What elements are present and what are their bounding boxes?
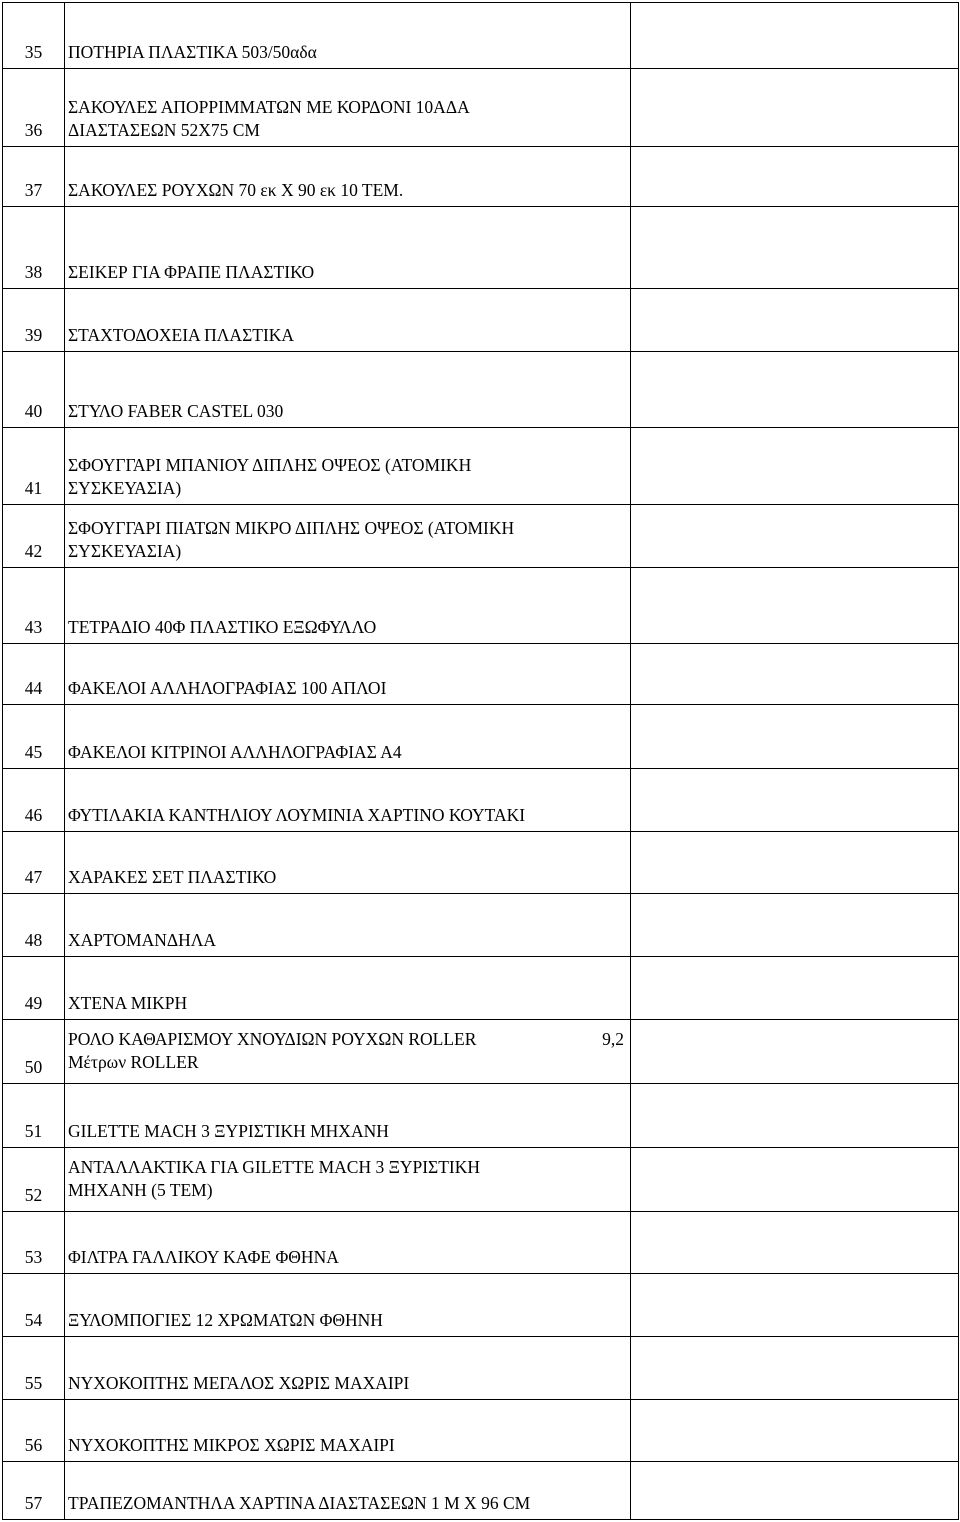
item-number: 46 [3,769,65,832]
table-row [3,1274,959,1337]
table-row [3,147,959,207]
empty-cell [631,894,959,957]
empty-cell [631,3,959,69]
item-number: 57 [3,1462,65,1520]
empty-cell [631,207,959,289]
item-number: 47 [3,832,65,894]
empty-cell [631,957,959,1020]
item-description: ΣΤΑΧΤΟΔΟΧΕΙΑ ΠΛΑΣΤΙΚΑ [65,289,631,352]
item-description: ΣΑΚΟΥΛΕΣ ΑΠΟΡΡΙΜΜΑΤΩΝ ΜΕ ΚΟΡΔΟΝΙ 10ΑΔΑ ΔΙΑΣΤΑΣΕΩΝ 52Χ75 CM [65,69,631,147]
item-description: ΦΑΚΕΛΟΙ ΚΙΤΡΙΝΟΙ ΑΛΛΗΛΟΓΡΑΦΙΑΣ Α4 [65,705,631,769]
item-number: 51 [3,1084,65,1148]
item-number: 45 [3,705,65,769]
item-number: 37 [3,147,65,207]
table-row [3,505,959,568]
item-description: ΦΥΤΙΛΑΚΙΑ ΚΑΝΤΗΛΙΟΥ ΛΟΥΜΙΝΙΑ ΧΑΡΤΙΝΟ ΚΟΥΤΑΚΙ [65,769,631,832]
item-number: 35 [3,3,65,69]
item-number: 40 [3,352,65,428]
item-description: ΦΙΛΤΡΑ ΓΑΛΛΙΚΟΥ ΚΑΦΕ ΦΘΗΝΑ [65,1212,631,1274]
item-number: 49 [3,957,65,1020]
table-row [3,352,959,428]
empty-cell [631,352,959,428]
item-description: ΣΕΙΚΕΡ ΓΙΑ ΦΡΑΠΕ ΠΛΑΣΤΙΚΟ [65,207,631,289]
empty-cell [631,428,959,505]
table-row [3,1400,959,1462]
empty-cell [631,1274,959,1337]
item-number: 44 [3,644,65,705]
empty-cell [631,568,959,644]
item-description: ΑΝΤΑΛΛΑΚΤΙΚΑ ΓΙΑ GILETTE MACH 3 ΞΥΡΙΣΤΙΚΗ ΜΗΧΑΝΗ (5 ΤΕΜ) [65,1148,631,1212]
item-description: ΤΕΤΡΑΔΙΟ 40Φ ΠΛΑΣΤΙΚΟ ΕΞΩΦΥΛΛΟ [65,568,631,644]
table-row [3,832,959,894]
empty-cell [631,769,959,832]
items-table-body [3,3,959,1520]
item-description: ΣΦΟΥΓΓΑΡΙ ΜΠΑΝΙΟΥ ΔΙΠΛΗΣ ΟΨΕΟΣ (ΑΤΟΜΙΚΗ ΣΥΣΚΕΥΑΣΙΑ) [65,428,631,505]
empty-cell [631,705,959,769]
item-number: 48 [3,894,65,957]
table-row [3,705,959,769]
empty-cell [631,1462,959,1520]
table-row [3,957,959,1020]
item-description: ΠΟΤΗΡΙΑ ΠΛΑΣΤΙΚΑ 503/50αδα [65,3,631,69]
item-description: GILETTE MACH 3 ΞΥΡΙΣΤΙΚΗ ΜΗΧΑΝΗ [65,1084,631,1148]
item-number: 50 [3,1020,65,1084]
empty-cell [631,147,959,207]
table-row [3,1212,959,1274]
table-row [3,3,959,69]
item-description: ΞΥΛΟΜΠΟΓΙΕΣ 12 ΧΡΩΜΑΤΩΝ ΦΘΗΝΗ [65,1274,631,1337]
item-description: ΣΤΥΛΟ FABER CASTEL 030 [65,352,631,428]
empty-cell [631,505,959,568]
table-row [3,69,959,147]
empty-cell [631,69,959,147]
item-number: 38 [3,207,65,289]
items-table [2,2,959,1520]
item-description: ΦΑΚΕΛΟΙ ΑΛΛΗΛΟΓΡΑΦΙΑΣ 100 ΑΠΛΟΙ [65,644,631,705]
table-row [3,289,959,352]
item-number: 55 [3,1337,65,1400]
item-number: 43 [3,568,65,644]
table-row [3,428,959,505]
table-row [3,568,959,644]
empty-cell [631,1148,959,1212]
empty-cell [631,1337,959,1400]
item-number: 36 [3,69,65,147]
item-number: 41 [3,428,65,505]
item-number: 54 [3,1274,65,1337]
item-number: 53 [3,1212,65,1274]
item-number: 56 [3,1400,65,1462]
table-row [3,207,959,289]
table-row [3,1084,959,1148]
table-row [3,1148,959,1212]
empty-cell [631,1212,959,1274]
empty-cell [631,289,959,352]
empty-cell [631,1020,959,1084]
item-number: 39 [3,289,65,352]
table-row [3,769,959,832]
item-description: ΧΑΡΑΚΕΣ ΣΕΤ ΠΛΑΣΤΙΚΟ [65,832,631,894]
item-description: ΝΥΧΟΚΟΠΤΗΣ ΜΙΚΡΟΣ ΧΩΡΙΣ ΜΑΧΑΙΡΙ [65,1400,631,1462]
empty-cell [631,644,959,705]
item-description: ΡΟΛΟ ΚΑΘΑΡΙΣΜΟΥ ΧΝΟΥΔΙΩΝ ΡΟΥΧΩΝ ROLLER 9,2 Μέτρων ROLLER [65,1020,631,1084]
empty-cell [631,1084,959,1148]
empty-cell [631,832,959,894]
item-description: ΧΑΡΤΟΜΑΝΔΗΛΑ [65,894,631,957]
table-row [3,644,959,705]
table-row [3,894,959,957]
table-row [3,1020,959,1084]
item-description: ΣΦΟΥΓΓΑΡΙ ΠΙΑΤΩΝ ΜΙΚΡΟ ΔΙΠΛΗΣ ΟΨΕΟΣ (ΑΤΟΜΙΚΗ ΣΥΣΚΕΥΑΣΙΑ) [65,505,631,568]
table-row [3,1462,959,1520]
item-description: ΤΡΑΠΕΖΟΜΑΝΤΗΛΑ ΧΑΡΤΙΝΑ ΔΙΑΣΤΑΣΕΩΝ 1 Μ Χ 96 CM [65,1462,631,1520]
item-quantity: 9,2 [602,1029,624,1049]
item-description: ΣΑΚΟΥΛΕΣ ΡΟΥΧΩΝ 70 εκ Χ 90 εκ 10 ΤΕΜ. [65,147,631,207]
item-number: 42 [3,505,65,568]
item-description: ΧΤΕΝΑ ΜΙΚΡΗ [65,957,631,1020]
empty-cell [631,1400,959,1462]
table-row [3,1337,959,1400]
item-description: ΝΥΧΟΚΟΠΤΗΣ ΜΕΓΑΛΟΣ ΧΩΡΙΣ ΜΑΧΑΙΡΙ [65,1337,631,1400]
item-number: 52 [3,1148,65,1212]
